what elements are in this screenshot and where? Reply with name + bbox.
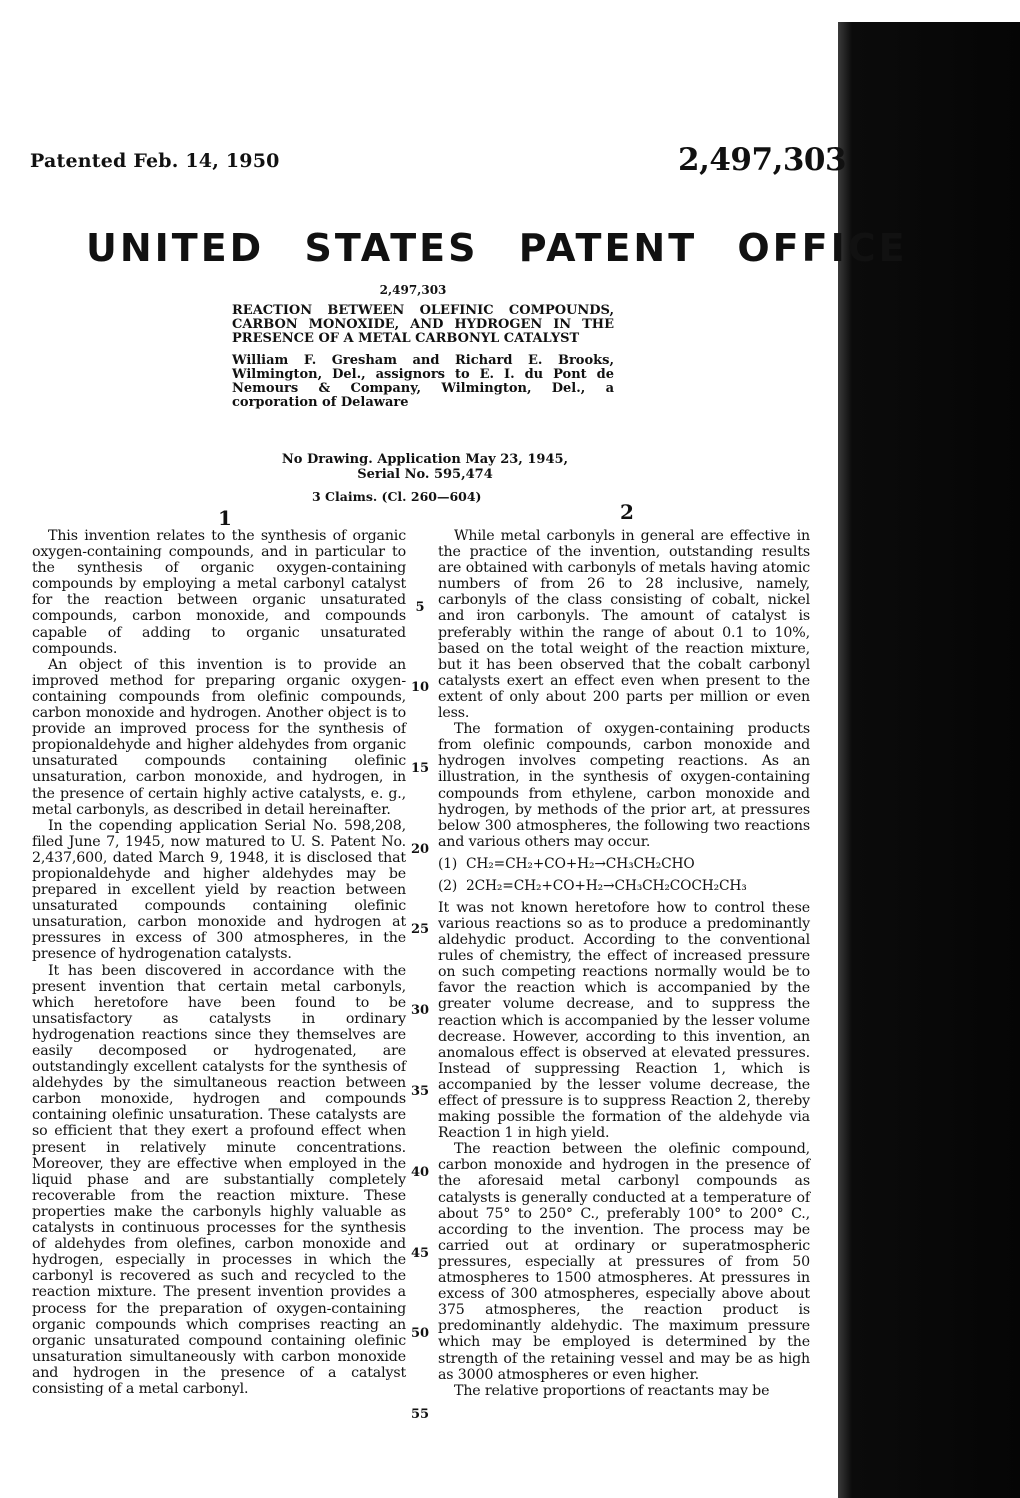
application-info: [270, 452, 580, 482]
col2-paragraph-4: The reaction between the olefinic compound, carbon monoxide and hydrogen in the presence of the aforesaid metal carbonyl compounds as catalysts is generally conducted at a temperature of about 75° to 250° C., preferably 100° to 200° C., according to the invention. The process may be carried out at ordinary or superatmospheric pressures, especially at pressures of from 50 atmospheres to 1500 atmospheres. At pressures in excess of 300 atmospheres, especially above about 375 atmospheres, the reaction product is predominantly aldehydic. The maximum pressure which may be employed is determined by the strength of the retaining vessel and may be as high as 3000 atmospheres or even higher.: [438, 1141, 810, 1383]
equation-1-number: (1): [438, 855, 458, 872]
application-line-1: No Drawing. Application May 23, 1945,: [281, 452, 569, 467]
equation-2-number: (2): [438, 877, 458, 894]
line-number: 10: [410, 680, 430, 695]
line-number: 55: [410, 1407, 430, 1422]
col1-paragraph-4: It has been discovered in accordance with the present invention that certain metal carbonyls, which heretofore have been found to be unsatisfactory as catalysts in ordinary hydrogenation reactions since they themselves are easily decomposed or hydrogenated, are outstandingly excellent catalysts for the synthesis of aldehydes by the simultaneous reaction between carbon monoxide, hydrogen and compounds containing olefinic unsaturation. These catalysts are so efficient that they exert a profound effect when present in relatively minute concentrations. Moreover, they are effective when employed in the liquid phase and are substantially completely recoverable from the reaction mixture. These properties make the carbonyls highly valuable as catalysts in continuous processes for the synthesis of aldehydes from olefines, carbon monoxide and hydrogen, especially in processes in which the carbonyl is recovered as such and recycled to the reaction mixture. The present invention provides a process for the preparation of oxygen-containing organic compounds which comprises reacting an organic unsaturated compound containing olefinic unsaturation simultaneously with carbon monoxide and hydrogen in the presence of a catalyst consisting of a metal carbonyl.: [32, 962, 406, 1397]
line-number: 45: [410, 1246, 430, 1261]
col1-paragraph-2: An object of this invention is to provide an improved method for preparing organic oxygen-containing compounds from olefinic compounds, carbon monoxide and hydrogen. Another object is to provide an improved process for the synthesis of propionaldehyde and higher aldehydes from organic unsaturated compounds containing olefinic unsaturation, carbon monoxide, and hydrogen, in the presence of certain highly active catalysts, e. g., metal carbonyls, as described in detail hereinafter.: [32, 656, 406, 818]
equation-2: [438, 878, 810, 894]
column-2: [438, 528, 810, 1399]
claims-classification: 3 Claims. (Cl. 260—604): [312, 489, 482, 504]
patented-date: Patented Feb. 14, 1950: [30, 150, 280, 172]
patent-title: REACTION BETWEEN OLEFINIC COMPOUNDS, CARBON MONOXIDE, AND HYDROGEN IN THE PRESENCE OF A METAL CARBONYL CATALYST: [232, 303, 614, 346]
col2-paragraph-5: The relative proportions of reactants may be: [454, 1382, 770, 1399]
line-number: 25: [410, 922, 430, 937]
line-number: 20: [410, 842, 430, 857]
line-number: 50: [410, 1326, 430, 1341]
col2-paragraph-3: It was not known heretofore how to control these various reactions so as to produce a predominantly aldehydic product. According to the conventional rules of chemistry, the effect of increased pressure on such competing reactions normally would be to favor the reaction which is accompanied by the greater volume decrease, and to suppress the reaction which is accompanied by the lesser volume decrease. However, according to this invention, an anomalous effect is observed at elevated pressures. Instead of suppressing Reaction 1, which is accompanied by the lesser volume decrease, the effect of pressure is to suppress Reaction 2, thereby making possible the formation of the aldehyde via Reaction 1 in high yield.: [438, 899, 810, 1142]
equation-1: [438, 856, 810, 872]
line-number: 30: [410, 1003, 430, 1018]
column-number-right: 2: [620, 500, 634, 524]
equation-2-formula: 2CH₂=CH₂+CO+H₂→CH₃CH₂COCH₂CH₃: [466, 877, 747, 894]
line-number: 35: [410, 1084, 430, 1099]
office-title: UNITED STATES PATENT OFFICE: [86, 226, 908, 270]
application-line-2: Serial No. 595,474: [357, 467, 493, 482]
line-number: 40: [410, 1165, 430, 1180]
column-number-left: 1: [218, 506, 232, 530]
line-number: 15: [410, 761, 430, 776]
center-patent-number: 2,497,303: [379, 283, 447, 297]
equation-1-formula: CH₂=CH₂+CO+H₂→CH₃CH₂CHO: [466, 855, 695, 872]
patent-number: 2,497,303: [678, 142, 847, 178]
col1-paragraph-3: In the copending application Serial No. 598,208, filed June 7, 1945, now matured to U. S. Patent No. 2,437,600, dated March 9, 1948, it is disclosed that propionaldehyde and higher aldehydes may be prepared in excellent yield by reaction between unsaturated compounds containing olefinic unsaturation, carbon monoxide and hydrogen at pressures in excess of 300 atmospheres, in the presence of hydrogenation catalysts.: [32, 817, 406, 963]
col2-paragraph-1: While metal carbonyls in general are effective in the practice of the invention, outstanding results are obtained with carbonyls of metals having atomic numbers of from 26 to 28 inclusive, namely, carbonyls of the class consisting of cobalt, nickel and iron carbonyls. The amount of catalyst is preferably within the range of about 0.1 to 10%, based on the total weight of the reaction mixture, but it has been observed that the cobalt carbonyl catalysts exert an effect even when present to the extent of only about 200 parts per million or even less.: [438, 528, 810, 722]
inventors-assignee: William F. Gresham and Richard E. Brooks, Wilmington, Del., assignors to E. I. du Pont de Nemours & Company, Wilmington, Del., a corporation of Delaware: [232, 353, 614, 410]
col1-paragraph-1: This invention relates to the synthesis of organic oxygen-containing compounds, and in particular to the synthesis of organic oxygen-containing compounds by employing a metal carbonyl catalyst for the reaction between organic unsaturated compounds, carbon monoxide, and compounds capable of adding to organic unsaturated compounds.: [32, 528, 406, 657]
title-block: [232, 304, 614, 410]
col2-paragraph-2: The formation of oxygen-containing products from olefinic compounds, carbon monoxide and hydrogen involves competing reactions. As an illustration, in the synthesis of oxygen-containing compounds from ethylene, carbon monoxide and hydrogen, by methods of the prior art, at pressures below 300 atmospheres, the following two reactions and various others may occur.: [438, 721, 810, 850]
line-number: 5: [415, 600, 425, 615]
column-1: [32, 528, 406, 1397]
